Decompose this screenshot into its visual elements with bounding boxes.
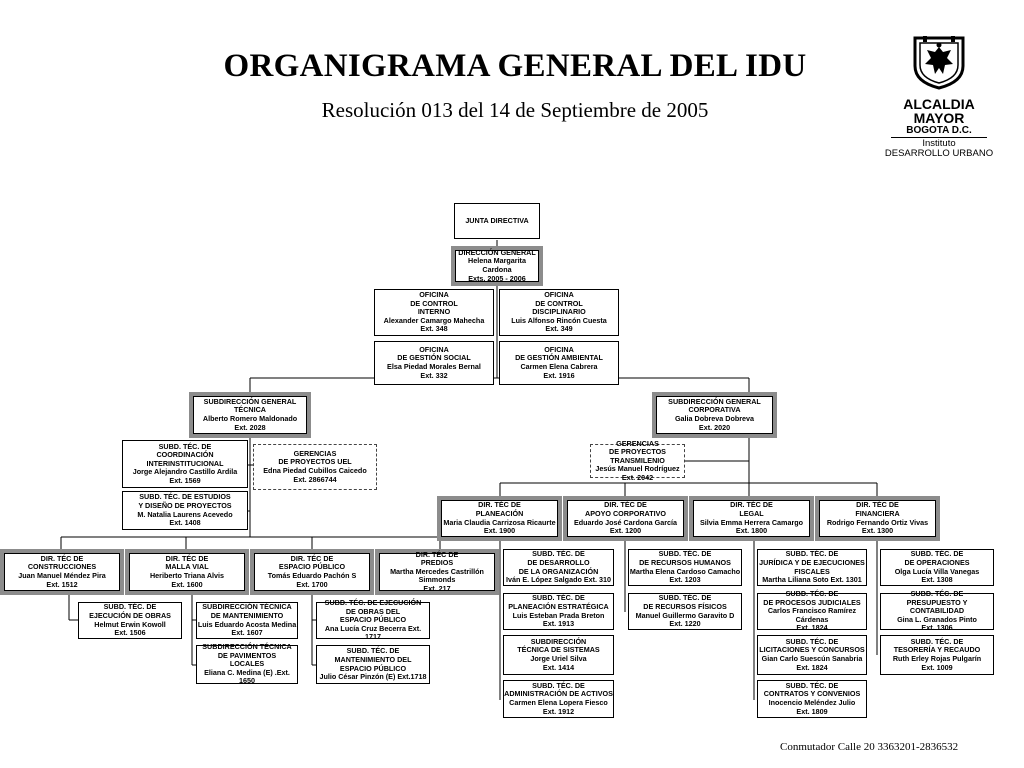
box-control-interno (374, 289, 494, 336)
box-gestion-ambiental (499, 341, 619, 385)
mantenimiento-label: SUBDIRECCIÓN TÉCNICA DE MANTENIMIENTO Luis Eduardo Acosta Medina Ext. 1607 (197, 602, 297, 638)
box-dir-legal (689, 496, 814, 541)
espacio-publico-label: DIR. TÉC DE ESPACIO PÚBLICO Tomás Eduardo Pachón S Ext. 1700 (267, 553, 357, 589)
predios-label: DIR. TÉC DE PREDIOS Martha Mercedes Castrillón Simmonds Ext. 217 (390, 549, 484, 593)
contratos-label: SUBD. TÉC. DE CONTRATOS Y CONVENIOS Inocencio Meléndez Julio Ext. 1809 (763, 680, 861, 716)
box-ejecucion-obras (78, 602, 182, 639)
control-disciplinario-label: OFICINA DE CONTROL DISCIPLINARIO Luis Alfonso Rincón Cuesta Ext. 349 (511, 290, 607, 334)
box-dir-espacio-publico (250, 549, 374, 595)
logo-instituto: Instituto (891, 137, 987, 149)
box-dir-planeacion (437, 496, 562, 541)
legal-label: DIR. TÉC DE LEGAL Silvia Emma Herrera Camargo Ext. 1800 (699, 500, 804, 536)
box-presupuesto (880, 589, 994, 633)
logo-bogota: BOGOTA D.C. (906, 125, 972, 136)
sistemas-label: SUBDIRECCIÓN TÉCNICA DE SISTEMAS Jorge Uriel Silva Ext. 1414 (517, 636, 600, 672)
box-estudios-diseno (122, 491, 248, 530)
box-recursos-humanos (628, 549, 742, 586)
admin-activos-label: SUBD. TÉC. DE ADMINISTRACIÓN DE ACTIVOS Carmen Elena Lopera Fiesco Ext. 1912 (504, 680, 613, 716)
rfisicos-label: SUBD. TÉC. DE DE RECURSOS FÍSICOS Manuel Guillermo Garavito D Ext. 1220 (635, 593, 735, 629)
box-control-disciplinario (499, 289, 619, 336)
box-administracion-activos (503, 680, 614, 718)
mantenimiento-ep-label: SUBD. TÉC. DE MANTENIMIENTO DEL ESPACIO PÚBLICO Julio César Pinzón (E) Ext.1718 (319, 646, 427, 682)
box-desarrollo-organizacion (503, 549, 614, 586)
box-contratos (757, 680, 867, 718)
box-mantenimiento (196, 602, 298, 639)
box-gestion-social (374, 341, 494, 385)
judiciales-label: SUBD. TÉC. DE DE PROCESOS JUDICIALES Carlos Francisco Ramírez Cárdenas Ext. 1824 (763, 589, 861, 633)
operaciones-label: SUBD. TÉC. DE DE OPERACIONES Olga Lucía Villa Vanegas Ext. 1308 (894, 549, 980, 585)
plan-estrategica-label: SUBD. TÉC. DE PLANEACIÓN ESTRATÉGICA Luis Esteban Prada Breton Ext. 1913 (508, 593, 609, 629)
ejecucion-ep-label: SUBD. TÉC. DE EJECUCIÓN DE OBRAS DEL ESPACIO PÚBLICO Ana Lucía Cruz Becerra Ext. 1717 (324, 598, 422, 642)
licitaciones-label: SUBD. TÉC. DE LICITACIONES Y CONCURSOS Gian Carlo Suescún Sanabria Ext. 1824 (759, 636, 865, 672)
footer-conmutador: Conmutador Calle 20 3363201-2836532 (780, 741, 959, 753)
box-sistemas (503, 635, 614, 675)
apoyo-label: DIR. TÉC DE APOYO CORPORATIVO Eduardo José Cardona García Ext. 1200 (573, 500, 678, 536)
rrhh-label: SUBD. TÉC. DE DE RECURSOS HUMANOS Martha Elena Cardoso Camacho Ext. 1203 (629, 549, 741, 585)
junta-label: JUNTA DIRECTIVA (465, 215, 529, 225)
sub-corporativa-label: SUBDIRECCIÓN GENERAL CORPORATIVA Galia Dobreva Dobreva Ext. 2020 (668, 396, 761, 432)
box-coordinacion-interinstitucional (122, 440, 248, 488)
box-operaciones (880, 549, 994, 586)
box-gerencias-uel (253, 444, 377, 490)
box-planeacion-estrategica (503, 593, 614, 630)
control-interno-label: OFICINA DE CONTROL INTERNO Alexander Camargo Mahecha Ext. 348 (383, 290, 485, 334)
financiera-label: DIR. TÉC DE FINANCIERA Rodrigo Fernando Ortiz Vivas Ext. 1300 (826, 500, 929, 536)
box-junta-directiva (454, 203, 540, 239)
presupuesto-label: SUBD. TÉC. DE PRESUPUESTO Y CONTABILIDAD Gina L. Granados Pinto Ext. 1306 (897, 589, 977, 633)
box-subdireccion-corporativa (652, 392, 777, 438)
logo-alcaldia: ALCALDIA MAYOR (903, 96, 975, 126)
box-direccion-general (451, 246, 543, 286)
ejecucion-obras-label: SUBD. TÉC. DE EJECUCIÓN DE OBRAS Helmut Erwin Kowoll Ext. 1506 (89, 602, 171, 638)
gerencias-uel-label: GERENCIAS DE PROYECTOS UEL Edna Piedad Cubillos Caicedo Ext. 2866744 (263, 448, 367, 484)
gestion-ambiental-label: OFICINA DE GESTIÓN AMBIENTAL Carmen Elena Cabrera Ext. 1916 (515, 344, 603, 380)
juridica-label: SUBD. TÉC. DE JURÍDICA Y DE EJECUCIONES FISCALES Martha Liliana Soto Ext. 1301 (759, 549, 865, 585)
box-recursos-fisicos (628, 593, 742, 630)
box-dir-predios (375, 549, 499, 595)
coordinacion-label: SUBD. TÉC. DE COORDINACIÓN INTERINSTITUCIONAL Jorge Alejandro Castillo Ardila Ext. 1569 (132, 441, 238, 485)
box-dir-financiera (815, 496, 940, 541)
desarrollo-org-label: SUBD. TÉC. DE DE DESARROLLO DE LA ORGANIZACIÓN Iván E. López Salgado Ext. 310 (505, 549, 612, 585)
box-mantenimiento-espacio-publico (316, 645, 430, 684)
pavimentos-label: SUBDIRECCIÓN TÉCNICA DE PAVIMENTOS LOCALES Eliana C. Medina (E) .Ext. 1650 (202, 642, 292, 686)
gestion-social-label: OFICINA DE GESTIÓN SOCIAL Elsa Piedad Morales Bernal Ext. 332 (387, 344, 481, 380)
box-gerencias-transmilenio (590, 438, 685, 482)
box-dir-apoyo-corporativo (563, 496, 688, 541)
page-subtitle: Resolución 013 del 14 de Septiembre de 2005 (321, 98, 709, 122)
box-dir-malla-vial (125, 549, 249, 595)
direccion-label: DIRECCIÓN GENERAL Helena Margarita Cardona Exts. 2005 - 2006 (458, 247, 536, 283)
box-procesos-judiciales (757, 589, 867, 633)
sub-tecnica-label: SUBDIRECCIÓN GENERAL TÉCNICA Alberto Romero Maldonado Ext. 2028 (202, 396, 298, 432)
box-subdireccion-tecnica (189, 392, 311, 438)
box-ejecucion-espacio-publico (316, 598, 430, 642)
logo-desarrollo: DESARROLLO URBANO (884, 148, 994, 159)
construcciones-label: DIR. TÉC DE CONSTRUCCIONES Juan Manuel Méndez Pira Ext. 1512 (18, 553, 106, 589)
page-title: ORGANIGRAMA GENERAL DEL IDU (223, 48, 807, 84)
box-juridica (757, 549, 867, 586)
estudios-label: SUBD. TÉC. DE ESTUDIOS Y DISEÑO DE PROYECTOS M. Natalia Laurens Acevedo Ext. 1408 (137, 492, 233, 528)
malla-vial-label: DIR. TÉC DE MALLA VIAL Heriberto Triana Alvis Ext. 1600 (149, 553, 225, 589)
planeacion-label: DIR. TÉC DE PLANEACIÓN Maria Claudia Carrizosa Ricaurte Ext. 1900 (443, 500, 556, 536)
tesoreria-label: SUBD. TÉC. DE TESORERÍA Y RECAUDO Ruth Erley Rojas Pulgarín Ext. 1009 (892, 636, 982, 672)
box-tesoreria (880, 635, 994, 675)
box-dir-construcciones (0, 549, 124, 595)
box-licitaciones (757, 635, 867, 675)
gerencias-transmilenio-label: GERENCIAS DE PROYECTOS TRANSMILENIO Jesús Manuel Rodríguez Ext. 2042 (595, 438, 680, 482)
box-pavimentos-locales (196, 642, 298, 686)
